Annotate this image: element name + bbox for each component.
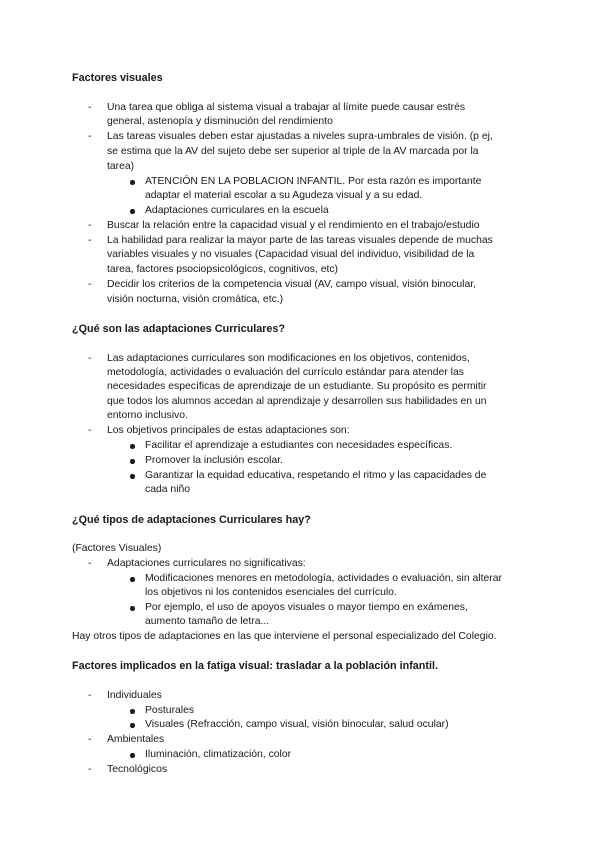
dash-marker: - — [88, 235, 92, 246]
bullet-dot — [130, 209, 135, 214]
dash-marker: - — [88, 131, 92, 142]
body-line: Decidir los criterios de la competencia visual (AV, campo visual, visión binocular, — [107, 279, 477, 290]
body-line: ATENCIÓN EN LA POBLACION INFANTIL. Por esta razón es importante — [145, 176, 482, 187]
body-line: adaptar el material escolar a su Agudeza visual y a su edad. — [145, 190, 423, 201]
body-line: tarea) — [107, 161, 135, 172]
body-line: cada niño — [145, 484, 191, 495]
body-line: (Factores Visuales) — [72, 543, 162, 554]
body-line: Promover la inclusión escolar. — [145, 455, 284, 466]
bullet-dot — [130, 606, 135, 611]
body-line: tarea, factores psociopsicológicos, cognitivos, etc) — [107, 264, 339, 275]
dash-marker: - — [88, 690, 92, 701]
body-line: Visuales (Refracción, campo visual, visión binocular, salud ocular) — [145, 719, 449, 730]
body-line: Hay otros tipos de adaptaciones en las que interviene el personal especializado del Colegio. — [72, 631, 497, 642]
body-line: necesidades específicas de aprendizaje de un estudiante. Su propósito es permitir — [107, 381, 487, 392]
body-line: general, astenopía y disminución del rendimiento — [107, 116, 333, 127]
bullet-dot — [130, 444, 135, 449]
heading-factores-fatiga-visual: Factores implicados en la fatiga visual: trasladar a la población infantil. — [72, 660, 438, 672]
dash-marker: - — [88, 558, 92, 569]
bullet-dot — [130, 709, 135, 714]
bullet-dot — [130, 577, 135, 582]
bullet-dot — [130, 180, 135, 185]
body-line: Adaptaciones curriculares en la escuela — [145, 205, 329, 216]
bullet-dot — [130, 723, 135, 728]
heading-que-son-adaptaciones: ¿Qué son las adaptaciones Curriculares? — [72, 323, 286, 335]
body-line: Adaptaciones curriculares no significativas: — [107, 558, 306, 569]
bullet-dot — [130, 753, 135, 758]
dash-marker: - — [88, 734, 92, 745]
body-line: Tecnológicos — [107, 764, 168, 775]
body-line: Ambientales — [107, 734, 165, 745]
bullet-dot — [130, 459, 135, 464]
dash-marker: - — [88, 425, 92, 436]
dash-marker: - — [88, 102, 92, 113]
body-line: se estima que la AV del sujeto debe ser superior al triple de la AV marcada por la — [107, 146, 479, 157]
body-line: visión nocturna, visión cromática, etc.) — [107, 294, 284, 305]
dash-marker: - — [88, 279, 92, 290]
body-line: Los objetivos principales de estas adaptaciones son: — [107, 425, 350, 436]
dash-marker: - — [88, 353, 92, 364]
heading-tipos-adaptaciones: ¿Qué tipos de adaptaciones Curriculares hay? — [72, 514, 311, 526]
bullet-dot — [130, 474, 135, 479]
body-line: Las tareas visuales deben estar ajustadas a niveles supra-umbrales de visión. (p ej, — [107, 131, 493, 142]
body-line: Las adaptaciones curriculares son modificaciones en los objetivos, contenidos, — [107, 353, 470, 364]
body-line: entorno inclusivo. — [107, 410, 188, 421]
body-line: aumento tamaño de letra... — [145, 616, 270, 627]
body-line: que todos los alumnos accedan al aprendizaje y desarrollen sus habilidades en un — [107, 396, 487, 407]
dash-marker: - — [88, 220, 92, 231]
body-line: Buscar la relación entre la capacidad visual y el rendimiento en el trabajo/estudio — [107, 220, 480, 231]
dash-marker: - — [88, 764, 92, 775]
body-line: Modificaciones menores en metodología, actividades o evaluación, sin alterar — [145, 573, 502, 584]
body-line: Por ejemplo, el uso de apoyos visuales o mayor tiempo en exámenes, — [145, 602, 468, 613]
body-line: Una tarea que obliga al sistema visual a trabajar al límite puede causar estrés — [107, 102, 466, 113]
body-line: variables visuales y no visuales (Capacidad visual del individuo, visibilidad de la — [107, 249, 475, 260]
body-line: Facilitar el aprendizaje a estudiantes con necesidades específicas. — [145, 440, 453, 451]
body-line: metodología, actividades o evaluación del currículo estándar para atender las — [107, 367, 464, 378]
body-line: Posturales — [145, 705, 195, 716]
body-line: los objetivos ni los contenidos esenciales del currículo. — [145, 587, 397, 598]
body-line: La habilidad para realizar la mayor parte de las tareas visuales depende de muchas — [107, 235, 493, 246]
body-line: Garantizar la equidad educativa, respetando el ritmo y las capacidades de — [145, 470, 487, 481]
body-line: Iluminación, climatización, color — [145, 749, 292, 760]
heading-factores-visuales: Factores visuales — [72, 72, 163, 84]
body-line: Individuales — [107, 690, 162, 701]
